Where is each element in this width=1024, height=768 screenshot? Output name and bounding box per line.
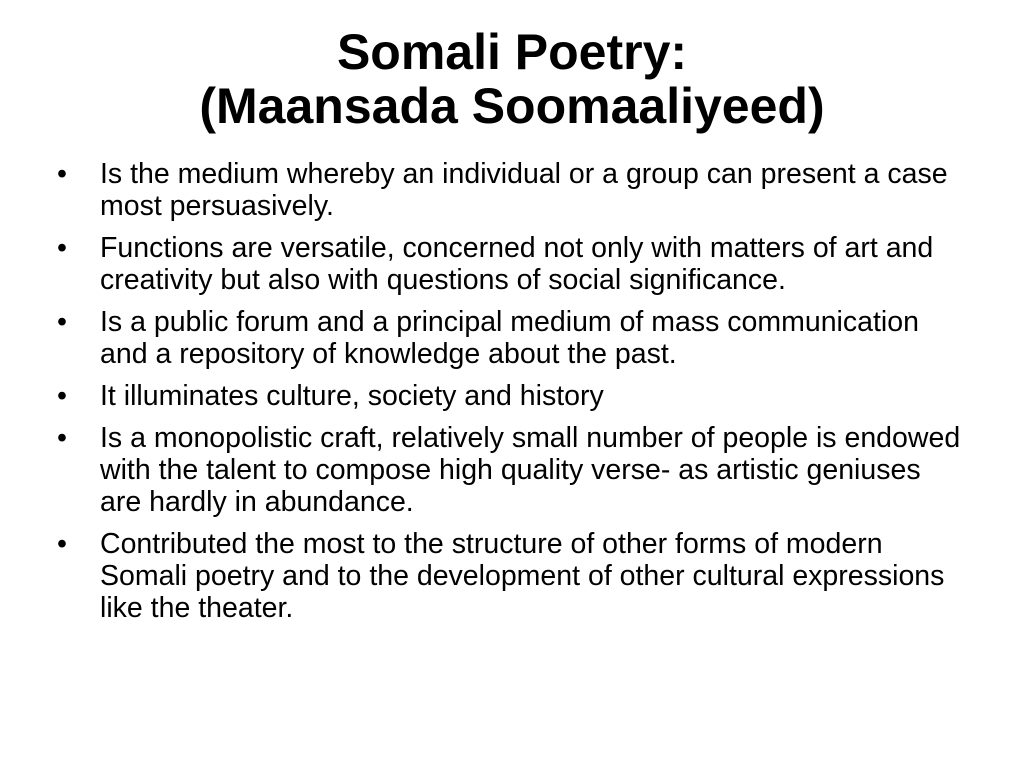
- bullet-text: Is a public forum and a principal medium of mass communication and a repository of knowledge about the past.: [100, 306, 919, 370]
- bullet-text: It illuminates culture, society and history: [100, 380, 604, 412]
- bullet-item: [57, 306, 967, 370]
- bullet-marker: •: [57, 232, 67, 264]
- title-line-1: Somali Poetry:: [336, 24, 688, 80]
- bullet-text: Contributed the most to the structure of other forms of modern Somali poetry and to the development of other cultural expressions like the theater.: [100, 528, 945, 624]
- slide-title: [0, 25, 1024, 133]
- bullet-marker: •: [57, 528, 67, 560]
- bullet-item: [57, 422, 967, 518]
- bullet-text: Functions are versatile, concerned not only with matters of art and creativity but also with questions of social significance.: [100, 232, 934, 296]
- bullet-text: Is the medium whereby an individual or a group can present a case most persuasively.: [100, 158, 948, 222]
- bullet-item: [57, 232, 967, 296]
- bullet-marker: •: [57, 380, 67, 412]
- bullet-marker: •: [57, 422, 67, 454]
- bullet-item: [57, 380, 967, 412]
- bullet-marker: •: [57, 158, 67, 190]
- bullet-text: Is a monopolistic craft, relatively small number of people is endowed with the talent to compose high quality verse- as artistic geniuses are hardly in abundance.: [100, 422, 961, 518]
- bullet-marker: •: [57, 306, 67, 338]
- bullet-item: [57, 528, 967, 624]
- bullet-list: [57, 158, 967, 634]
- title-line-2: (Maansada Soomaaliyeed): [199, 78, 825, 134]
- bullet-item: [57, 158, 967, 222]
